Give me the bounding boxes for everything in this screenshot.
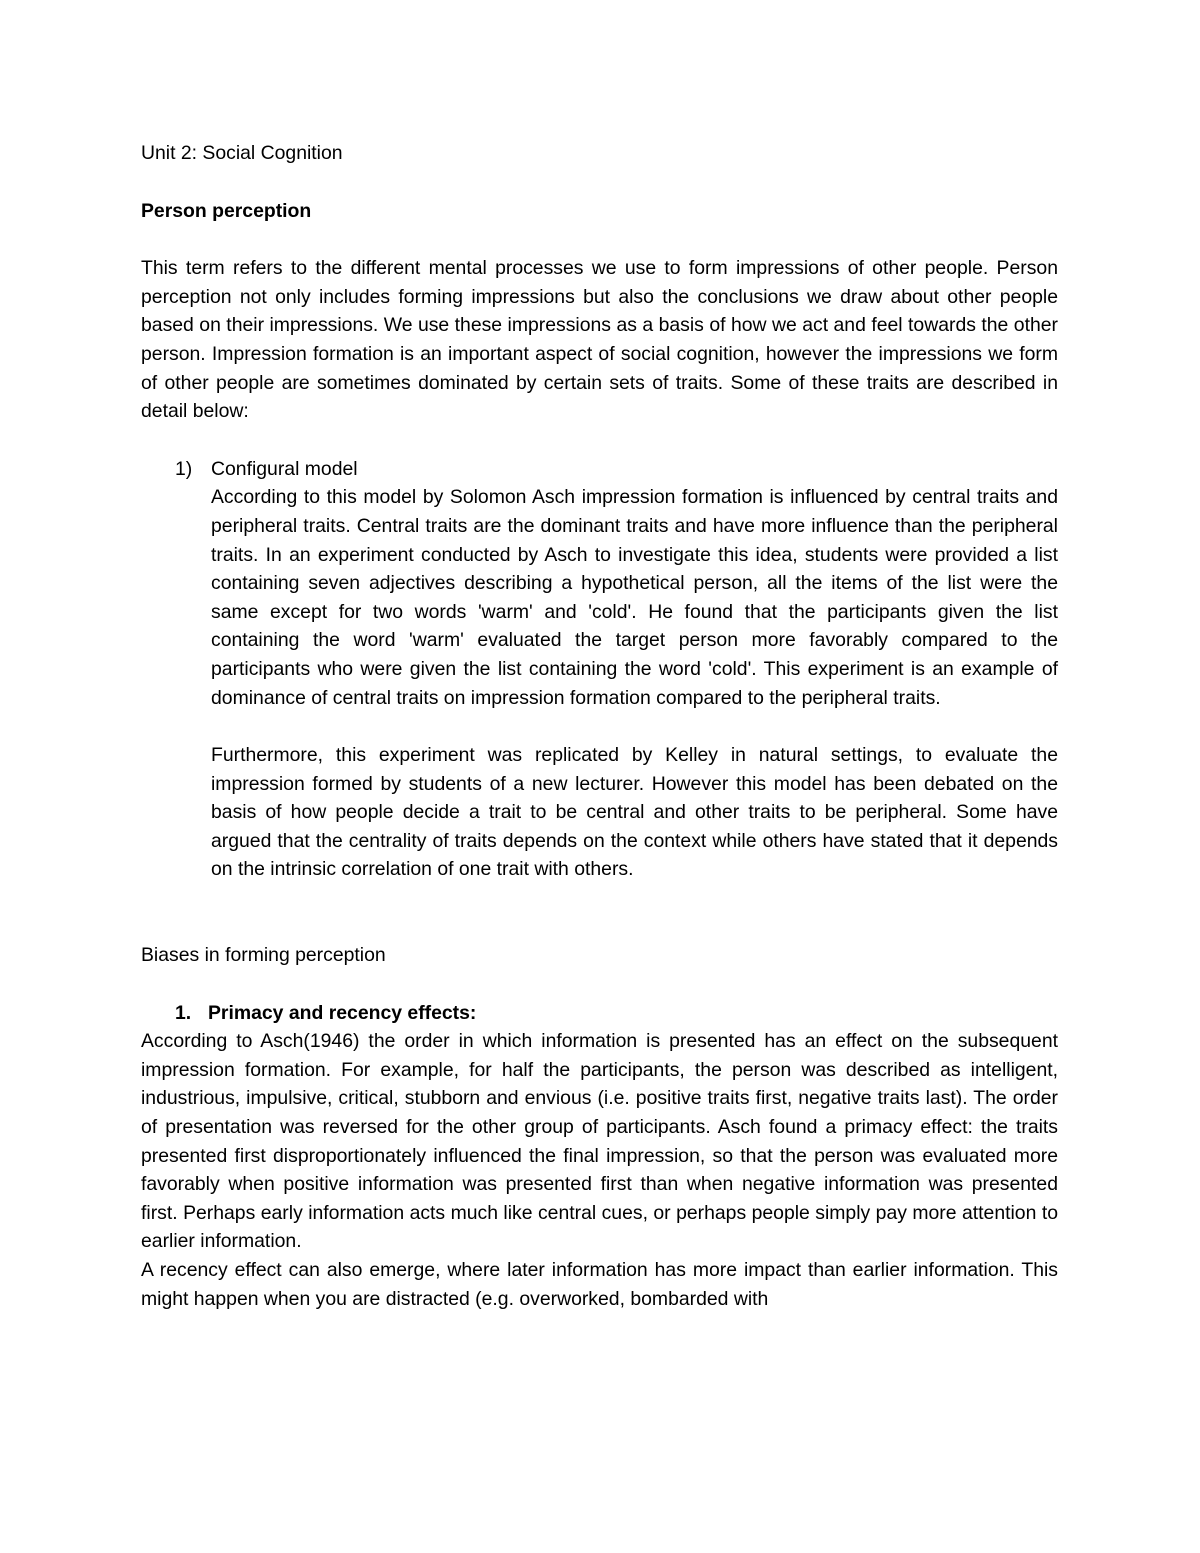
section-heading-person-perception: Person perception	[141, 199, 312, 222]
model-title: Configural model	[211, 457, 358, 480]
model-paragraph-1: According to this model by Solomon Asch impression formation is influenced by central traits and peripheral traits. Central traits are the dominant traits and have more influence than the peripheral traits. In an experiment conducted by Asch to investigate this idea, students were provided a list containing seven adjectives describing a hypothetical person, all the items of the list were the same except for two words 'warm' and 'cold'. He found that the participants given the list containing the word 'warm' evaluated the target person more favorably compared to the participants who were given the list containing the word 'cold'. This experiment is an example of dominance of central traits on impression formation compared to the peripheral traits.	[211, 486, 1058, 709]
intro-paragraph: This term refers to the different mental processes we use to form impressions of other people. Person perception not only includes forming impressions but also the conclusions we draw about other people based on their impressions. We use these impressions as a basis of how we act and feel towards the other person. Impression formation is an important aspect of social cognition, however the impressions we form of other people are sometimes dominated by certain sets of traits. Some of these traits are described in detail below:	[141, 257, 1058, 423]
bias-paragraph-2: A recency effect can also emerge, where later information has more impact than earlier information. This might happen when you are distracted (e.g. overworked, bombarded with	[141, 1259, 1058, 1310]
bias-paragraph-1: According to Asch(1946) the order in which information is presented has an effect on the subsequent impression formation. For example, for half the participants, the person was described as intelligent, industrious, impulsive, critical, stubborn and envious (i.e. positive traits first, negative traits last). The order of presentation was reversed for the other group of participants. Asch found a primacy effect: the traits presented first disproportionately influenced the final impression, so that the person was evaluated more favorably when positive information was presented first than when negative information was presented first. Perhaps early information acts much like central cues, or perhaps people simply pay more attention to earlier information.	[141, 1030, 1058, 1253]
configural-model-list-item	[141, 455, 1058, 884]
bias-heading-row	[141, 999, 1058, 1028]
bias-heading: Primacy and recency effects:	[208, 1001, 477, 1024]
unit-title: Unit 2: Social Cognition	[141, 142, 343, 164]
model-paragraph-2: Furthermore, this experiment was replicated by Kelley in natural settings, to evaluate the impression formed by students of a new lecturer. However this model has been debated on the basis of how people decide a trait to be central and other traits to be peripheral. Some have argued that the centrality of traits depends on the context while others have stated that it depends on the intrinsic correlation of one trait with others.	[211, 744, 1058, 881]
list-number: 1)	[175, 457, 193, 480]
biases-title: Biases in forming perception	[141, 944, 386, 967]
document-content	[141, 139, 1058, 1313]
bias-list-item-primacy-recency	[141, 999, 1058, 1314]
list-number: 1.	[175, 1001, 192, 1024]
